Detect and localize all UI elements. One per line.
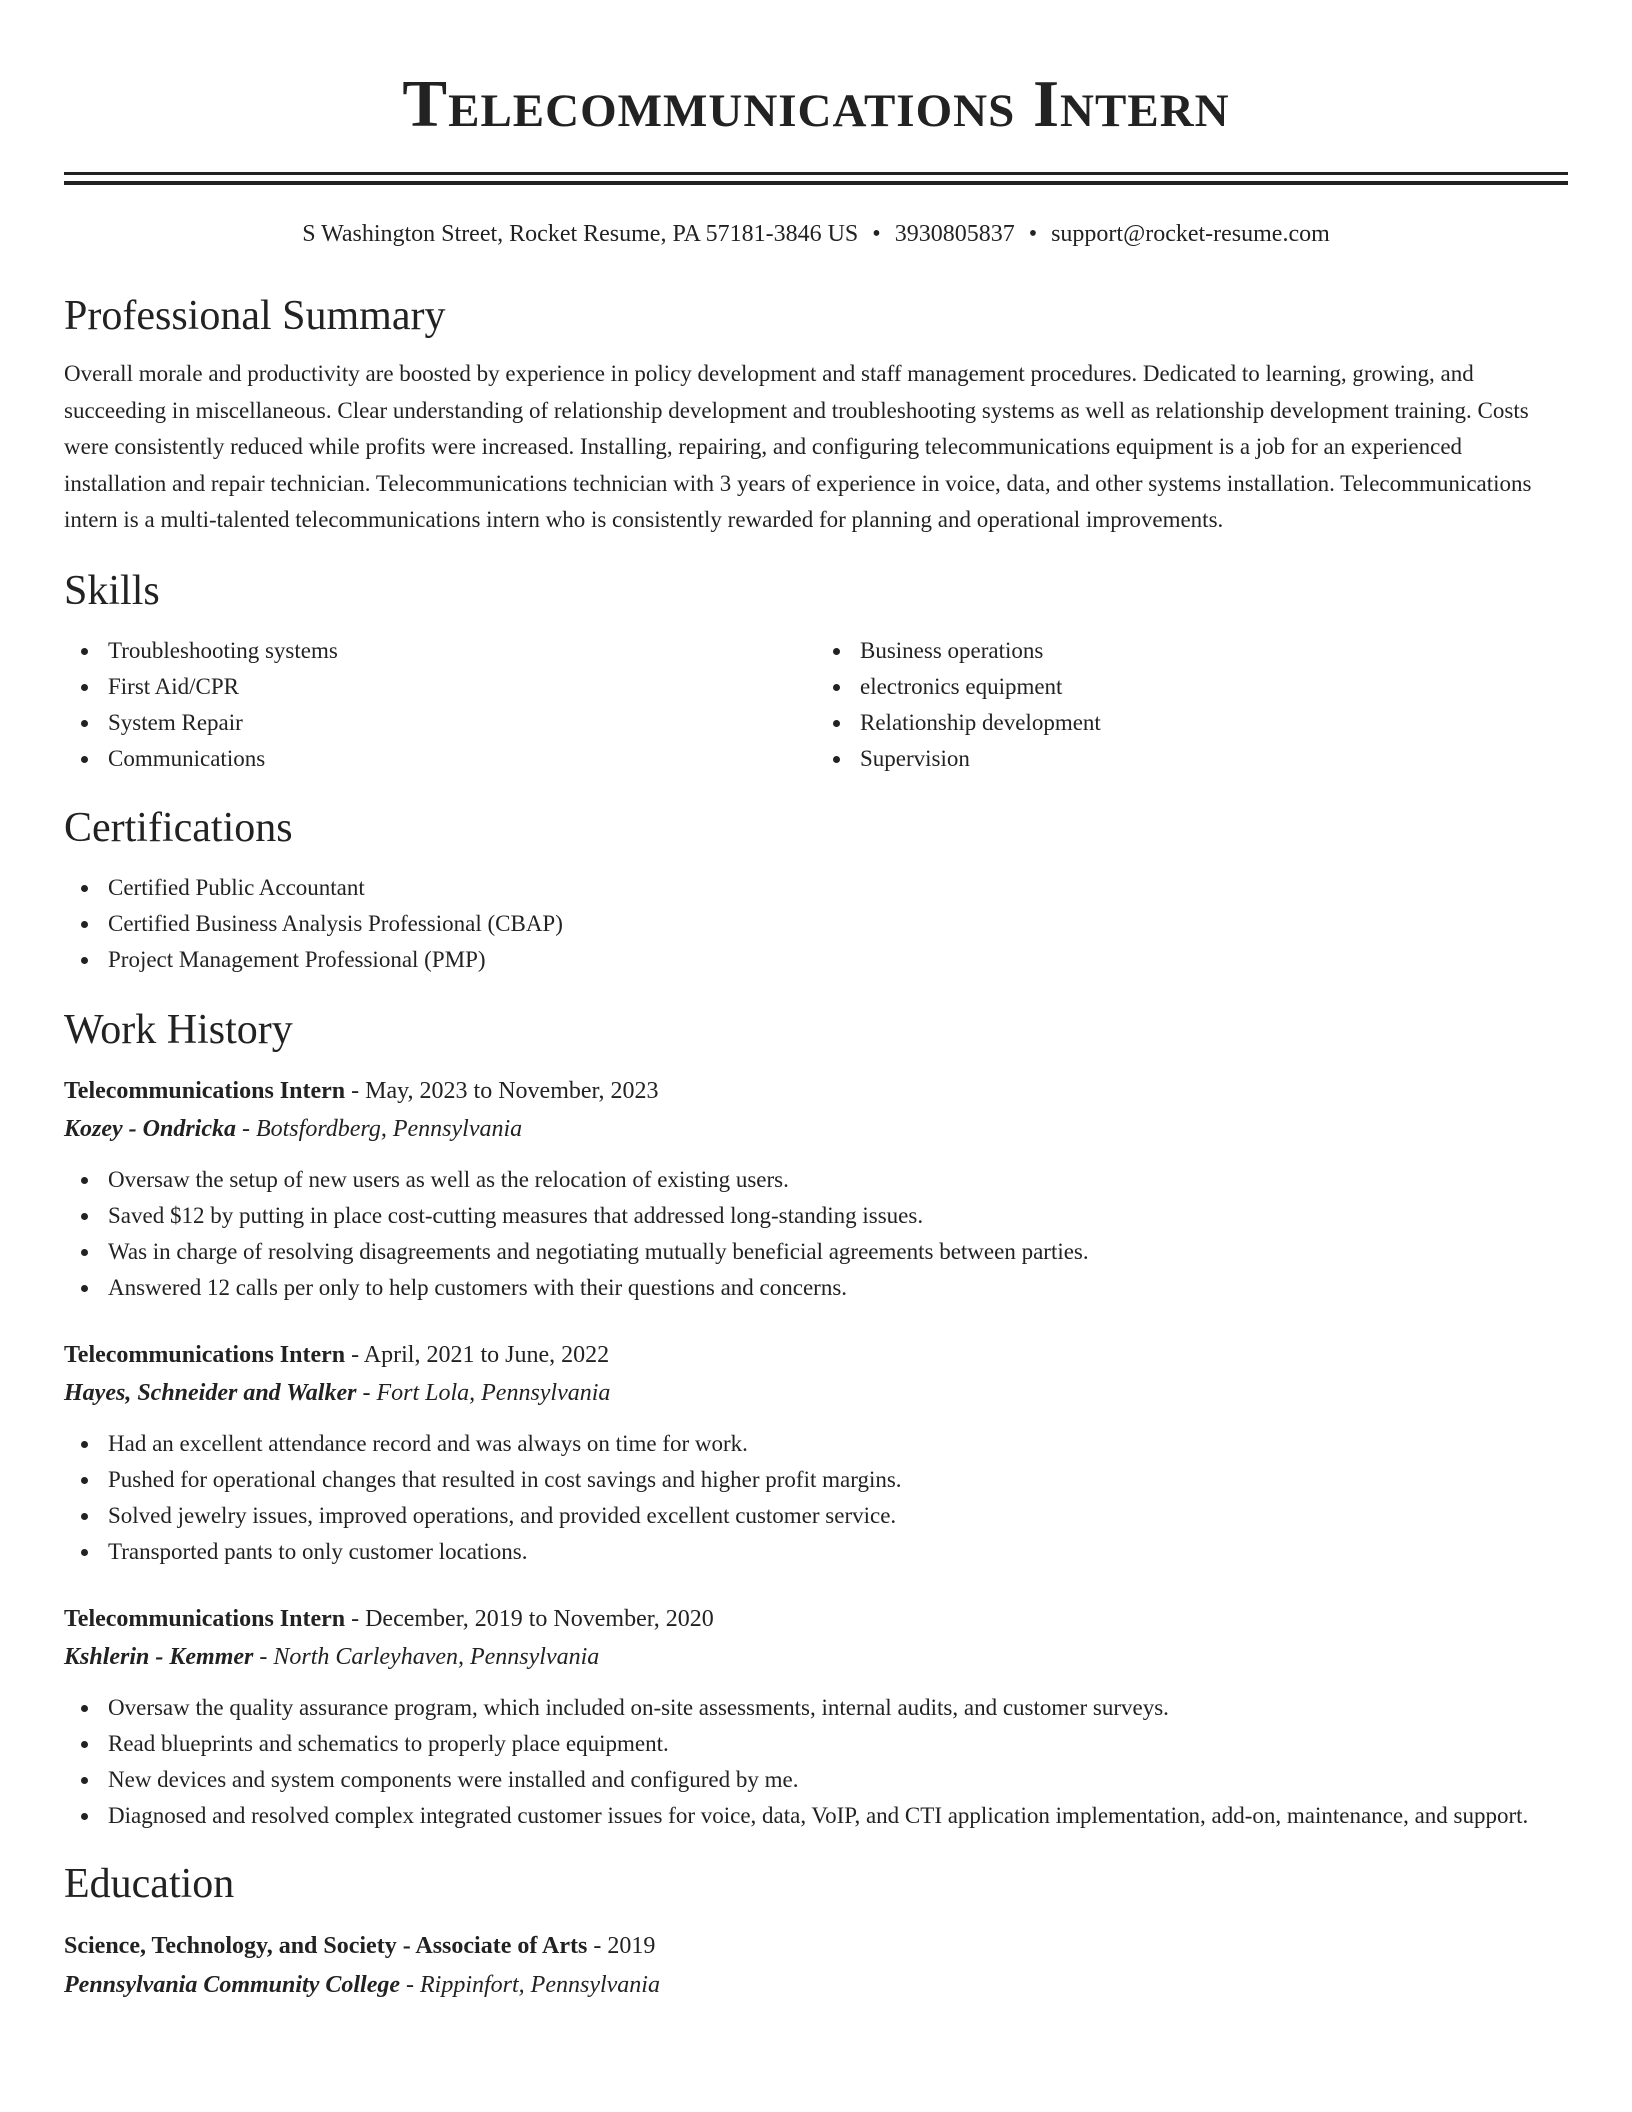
education-degree-line <box>64 1926 1568 1966</box>
certification-item: Certified Public Accountant <box>108 870 1568 906</box>
job-company: Kshlerin - Kemmer <box>64 1643 254 1670</box>
skill-item: electronics equipment <box>860 669 1568 705</box>
job-title-line <box>64 1072 1568 1110</box>
resume-name: Telecommunications Intern <box>402 67 1230 141</box>
certifications-list <box>64 870 1568 978</box>
job-company-line <box>64 1110 1568 1148</box>
certification-item: Certified Business Analysis Professional (CBAP) <box>108 906 1568 942</box>
skill-item: Troubleshooting systems <box>108 633 816 669</box>
job-entry <box>64 1600 1568 1834</box>
job-entry <box>64 1072 1568 1306</box>
job-dates: - December, 2019 to November, 2020 <box>345 1605 714 1632</box>
summary-text: Overall morale and productivity are boosted by experience in policy development and staff management procedures. Dedicated to learning, growing, and succeeding in miscellaneous. Clear understanding of relationship development and troubleshooting systems as well as relationship development training. Costs were consistently reduced while profits were increased. Installing, repairing, and configuring telecommunications equipment is a job for an experienced installation and repair technician. Telecommunications technician with 3 years of experience in voice, data, and other systems installation. Telecommunications intern is a multi-talented telecommunications intern who is consistently rewarded for planning and operational improvements. <box>64 361 1532 532</box>
job-bullet: Was in charge of resolving disagreements and negotiating mutually beneficial agreements between parties. <box>108 1234 1568 1270</box>
job-bullet: Oversaw the quality assurance program, which included on-site assessments, internal audits, and customer surveys. <box>108 1690 1568 1726</box>
job-company-line <box>64 1638 1568 1676</box>
job-title-line <box>64 1600 1568 1638</box>
job-dates: - May, 2023 to November, 2023 <box>345 1077 659 1104</box>
job-bullet: Oversaw the setup of new users as well as the relocation of existing users. <box>108 1162 1568 1198</box>
contact-phone: 3930805837 <box>894 221 1015 247</box>
job-bullet: Read blueprints and schematics to properly place equipment. <box>108 1726 1568 1762</box>
contact-address: S Washington Street, Rocket Resume, PA 57181-3846 US <box>302 221 859 247</box>
header-rule-top <box>64 172 1568 175</box>
skills-list <box>64 633 1568 777</box>
job-bullets <box>64 1690 1568 1834</box>
education-location: - Rippinfort, Pennsylvania <box>400 1971 660 1998</box>
summary-heading: Professional Summary <box>64 293 446 339</box>
job-bullet: Diagnosed and resolved complex integrated customer issues for voice, data, VoIP, and CTI application implementation, add-on, maintenance, and support. <box>108 1798 1568 1834</box>
contact-separator: • <box>872 221 881 247</box>
contact-separator: • <box>1028 221 1038 247</box>
work-history-heading: Work History <box>64 1006 293 1053</box>
job-bullets <box>64 1426 1568 1570</box>
job-location: - Botsfordberg, Pennsylvania <box>235 1115 523 1142</box>
job-entry <box>64 1336 1568 1570</box>
certifications-heading: Certifications <box>64 804 293 851</box>
job-role: Telecommunications Intern <box>64 1605 346 1632</box>
job-bullet: Transported pants to only customer locations. <box>108 1534 1568 1570</box>
header-rule-bottom <box>64 181 1568 185</box>
skill-item: First Aid/CPR <box>108 669 816 705</box>
job-company-line <box>64 1374 1568 1412</box>
job-role: Telecommunications Intern <box>64 1341 346 1368</box>
skill-item: System Repair <box>108 705 816 741</box>
skills-heading: Skills <box>64 567 160 614</box>
education-heading: Education <box>64 1860 235 1907</box>
education-school-line <box>64 1966 1568 2004</box>
job-bullet: New devices and system components were installed and configured by me. <box>108 1762 1568 1798</box>
job-bullet: Saved $12 by putting in place cost-cutting measures that addressed long-standing issues. <box>108 1198 1568 1234</box>
contact-line <box>64 218 1568 250</box>
resume-page <box>64 0 1568 2004</box>
contact-email: support@rocket-resume.com <box>1051 221 1330 247</box>
job-title-line <box>64 1336 1568 1374</box>
job-bullet: Pushed for operational changes that resulted in cost savings and higher profit margins. <box>108 1462 1568 1498</box>
skill-item: Supervision <box>860 741 1568 777</box>
job-location: - Fort Lola, Pennsylvania <box>356 1379 611 1406</box>
skill-item: Communications <box>108 741 816 777</box>
certification-item: Project Management Professional (PMP) <box>108 942 1568 978</box>
job-role: Telecommunications Intern <box>64 1077 346 1104</box>
education-entry <box>64 1926 1568 2004</box>
job-bullets <box>64 1162 1568 1306</box>
skills-column-right <box>816 633 1568 777</box>
job-dates: - April, 2021 to June, 2022 <box>345 1341 610 1368</box>
job-bullet: Had an excellent attendance record and was always on time for work. <box>108 1426 1568 1462</box>
education-school: Pennsylvania Community College <box>64 1971 401 1998</box>
education-year: - 2019 <box>587 1932 656 1959</box>
education-degree: Science, Technology, and Society - Associate of Arts <box>64 1932 588 1959</box>
job-location: - North Carleyhaven, Pennsylvania <box>253 1643 600 1670</box>
skill-item: Relationship development <box>860 705 1568 741</box>
skill-item: Business operations <box>860 633 1568 669</box>
job-bullet: Answered 12 calls per only to help customers with their questions and concerns. <box>108 1270 1568 1306</box>
skills-column-left <box>64 633 816 777</box>
job-company: Hayes, Schneider and Walker <box>64 1379 357 1406</box>
job-bullet: Solved jewelry issues, improved operations, and provided excellent customer service. <box>108 1498 1568 1534</box>
job-company: Kozey - Ondricka <box>64 1115 236 1142</box>
